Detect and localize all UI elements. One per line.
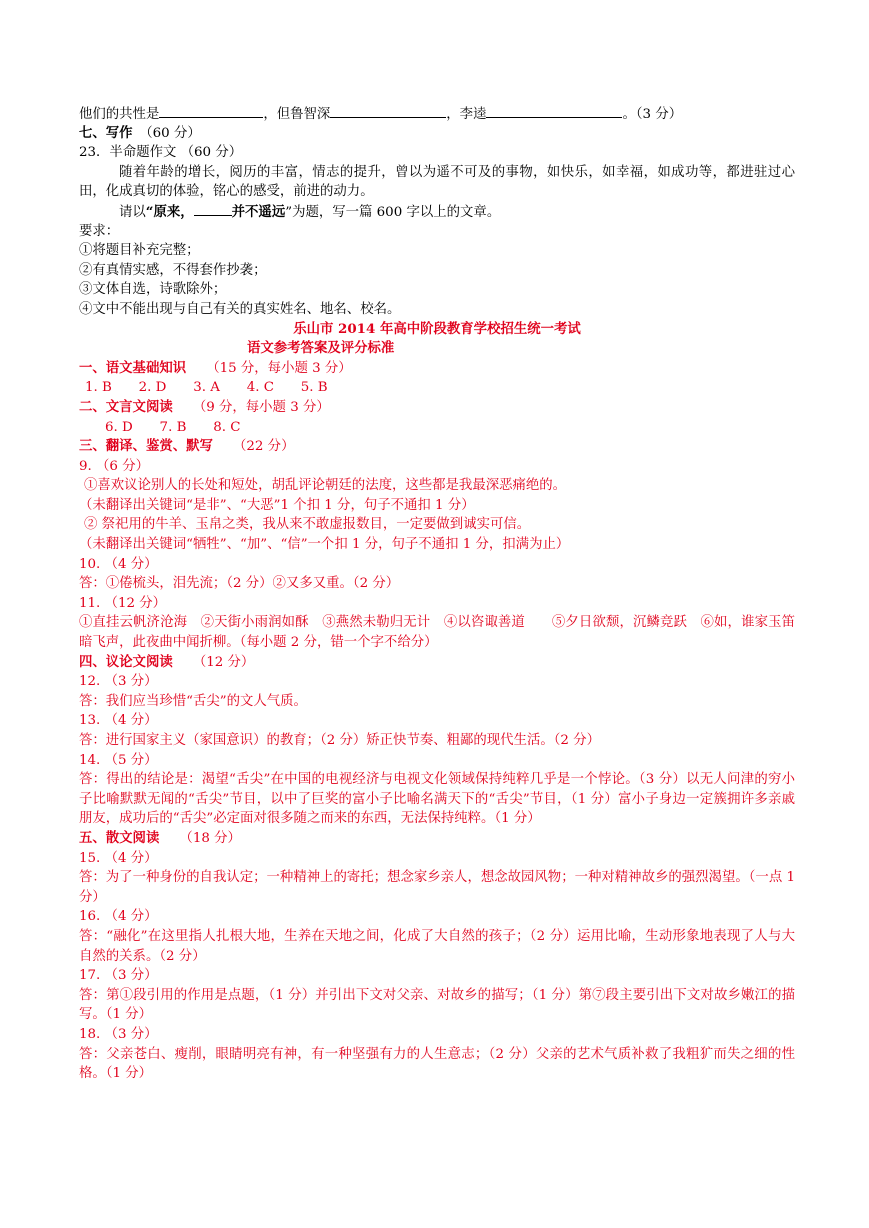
answer-paragraph: 答：为了一种身份的自我认定；一种精神上的寄托；想念家乡亲人，想念故园风物；一种对精神故乡的强烈渴望。（一点 1 分） <box>79 870 795 905</box>
answer-line: 答：进行国家主义（家国意识）的教育；（2 分）矫正快节奏、粗鄙的现代生活。（2 分） <box>79 733 600 748</box>
requirement-item: ④文中不能出现与自己有关的真实姓名、地名、校名。 <box>79 301 401 317</box>
question-number: 18. （3 分） <box>79 1026 158 1042</box>
answer-line: 答：我们应当珍惜“舌尖”的文人气质。 <box>79 693 307 709</box>
section-heading <box>79 653 795 673</box>
answer-line: 答：①倦梳头，泪先流；（2 分）②又多又重。（2 分） <box>79 576 400 592</box>
text-segment: 他们的共性是 <box>79 107 160 122</box>
essay-intro-paragraph: 随着年龄的增长，阅历的丰富，情志的提升，曾以为遥不可及的事物，如快乐，如幸福，如成功等，都进驻过心田，化成真切的体验，铭心的感受，前进的动力。 <box>79 164 795 200</box>
title-part: 并不遥远 <box>231 203 286 220</box>
answer-line: 1. B 2. D 3. A 4. C 5. B <box>85 380 328 396</box>
question-number: 12. （3 分） <box>79 674 158 690</box>
requirement-item: ②有真情实感，不得套作抄袭； <box>79 262 267 278</box>
section-heading <box>79 124 795 144</box>
section-points: （18 分） <box>186 830 241 846</box>
document-page <box>79 104 795 1084</box>
answer-blank <box>486 104 622 118</box>
question-number: 11. （12 分） <box>79 595 167 611</box>
section-heading <box>79 398 795 418</box>
title-part: “原来， <box>145 203 194 220</box>
section-points: （9 分，每小题 3 分） <box>199 399 330 415</box>
text-segment: ，但鲁智深 <box>263 107 331 122</box>
answer-blank <box>159 104 263 118</box>
title-blank <box>194 202 232 216</box>
section-heading <box>79 359 795 379</box>
question-23: 23．半命题作文 （60 分） <box>79 145 243 161</box>
scoring-note: （未翻译出关键词“牺牲”、“加”、“信”一个扣 1 分，句子不通扣 1 分，扣满为止） <box>79 537 570 553</box>
section-points: （12 分） <box>199 654 255 670</box>
answer-key-subtitle: 语文参考答案及评分标准 <box>247 340 395 357</box>
section-title: 二、文言文阅读 <box>79 398 173 415</box>
requirement-item: ③文体自选，诗歌除外； <box>79 282 227 298</box>
text-segment: ，李逵 <box>446 107 487 122</box>
answer-paragraph: ①直挂云帆济沧海 ②天街小雨润如酥 ③燕然未勒归无计 ④以咨诹善道 ⑤夕日欲颓，沉鳞竞跃 ⑥如，谁家玉笛暗飞声，此夜曲中闻折柳。（每小题 2 分，错一个字不给分） <box>79 615 795 651</box>
question-number: 10. （4 分） <box>79 556 158 572</box>
answer-paragraph: 答：“融化”在这里指人扎根大地，生养在天地之间，化成了大自然的孩子；（2 分）运用比喻，生动形象地表现了人与大自然的关系。（2 分） <box>79 928 795 964</box>
question-number: 9. （6 分） <box>79 458 149 474</box>
section-title: 一、语文基础知识 <box>79 359 187 376</box>
answer-line: ② 祭祀用的牛羊、玉帛之类，我从来不敢虚报数目，一定要做到诚实可信。 <box>84 517 531 533</box>
section-title: 七、写作 <box>79 124 133 141</box>
requirement-item: ①将题目补充完整； <box>79 243 200 259</box>
text-segment: ”为题，写一篇 600 字以上的文章。 <box>285 204 501 220</box>
question-number: 15. （4 分） <box>79 850 158 866</box>
text-segment: 请以 <box>119 204 146 220</box>
section-points: （60 分） <box>145 125 201 141</box>
answer-paragraph: 答：父亲苍白、瘦削，眼睛明亮有神，有一种坚强有力的人生意志；（2 分）父亲的艺术气质补救了我粗犷而失之细的性格。（1 分） <box>79 1046 795 1082</box>
answer-blank <box>330 104 446 118</box>
section-title: 五、散文阅读 <box>79 829 160 846</box>
scoring-note: （未翻译出关键词“是非”、“大恶”1 个扣 1 分，句子不通扣 1 分） <box>79 497 475 513</box>
section-points: （15 分，每小题 3 分） <box>212 360 352 376</box>
section-title: 三、翻译、鉴赏、默写 <box>79 438 213 455</box>
section-title: 四、议论文阅读 <box>79 653 173 670</box>
section-points: （22 分） <box>239 439 295 455</box>
question-number: 17. （3 分） <box>79 968 158 984</box>
answer-paragraph: 答：得出的结论是：渴望“舌尖”在中国的电视经济与电视文化领域保持纯粹几乎是一个悖论。（3 分）以无人问津的穷小子比喻默默无闻的“舌尖”节目，以中了巨奖的富小子比喻名满天下的“舌尖”节目，（1 分）富小子身边一定簇拥许多亲戚朋友，成功后的“舌尖”必定面对很多随之而来的东西，无法保持纯粹。（1 分） <box>79 772 795 827</box>
q22-fill-line <box>79 104 795 124</box>
answer-paragraph: 答：第①段引用的作用是点题，（1 分）并引出下文对父亲、对故乡的描写；（1 分）第⑦段主要引出下文对故乡嫩江的描写。（1 分） <box>79 987 795 1023</box>
section-heading <box>79 829 795 849</box>
section-heading <box>79 437 795 457</box>
answer-line: 6. D 7. B 8. C <box>105 419 241 435</box>
question-number: 13. （4 分） <box>79 713 158 729</box>
requirements-label: 要求： <box>79 223 120 239</box>
question-number: 14. （5 分） <box>79 752 158 768</box>
essay-prompt <box>79 202 795 222</box>
answer-key-title: 乐山市 2014 年高中阶段教育学校招生统一考试 <box>293 320 581 337</box>
text-segment: 。（3 分） <box>622 107 683 122</box>
question-number: 16. （4 分） <box>79 909 158 925</box>
answer-line: ①喜欢议论别人的长处和短处，胡乱评论朝廷的法度，这些都是我最深恶痛绝的。 <box>84 478 567 494</box>
